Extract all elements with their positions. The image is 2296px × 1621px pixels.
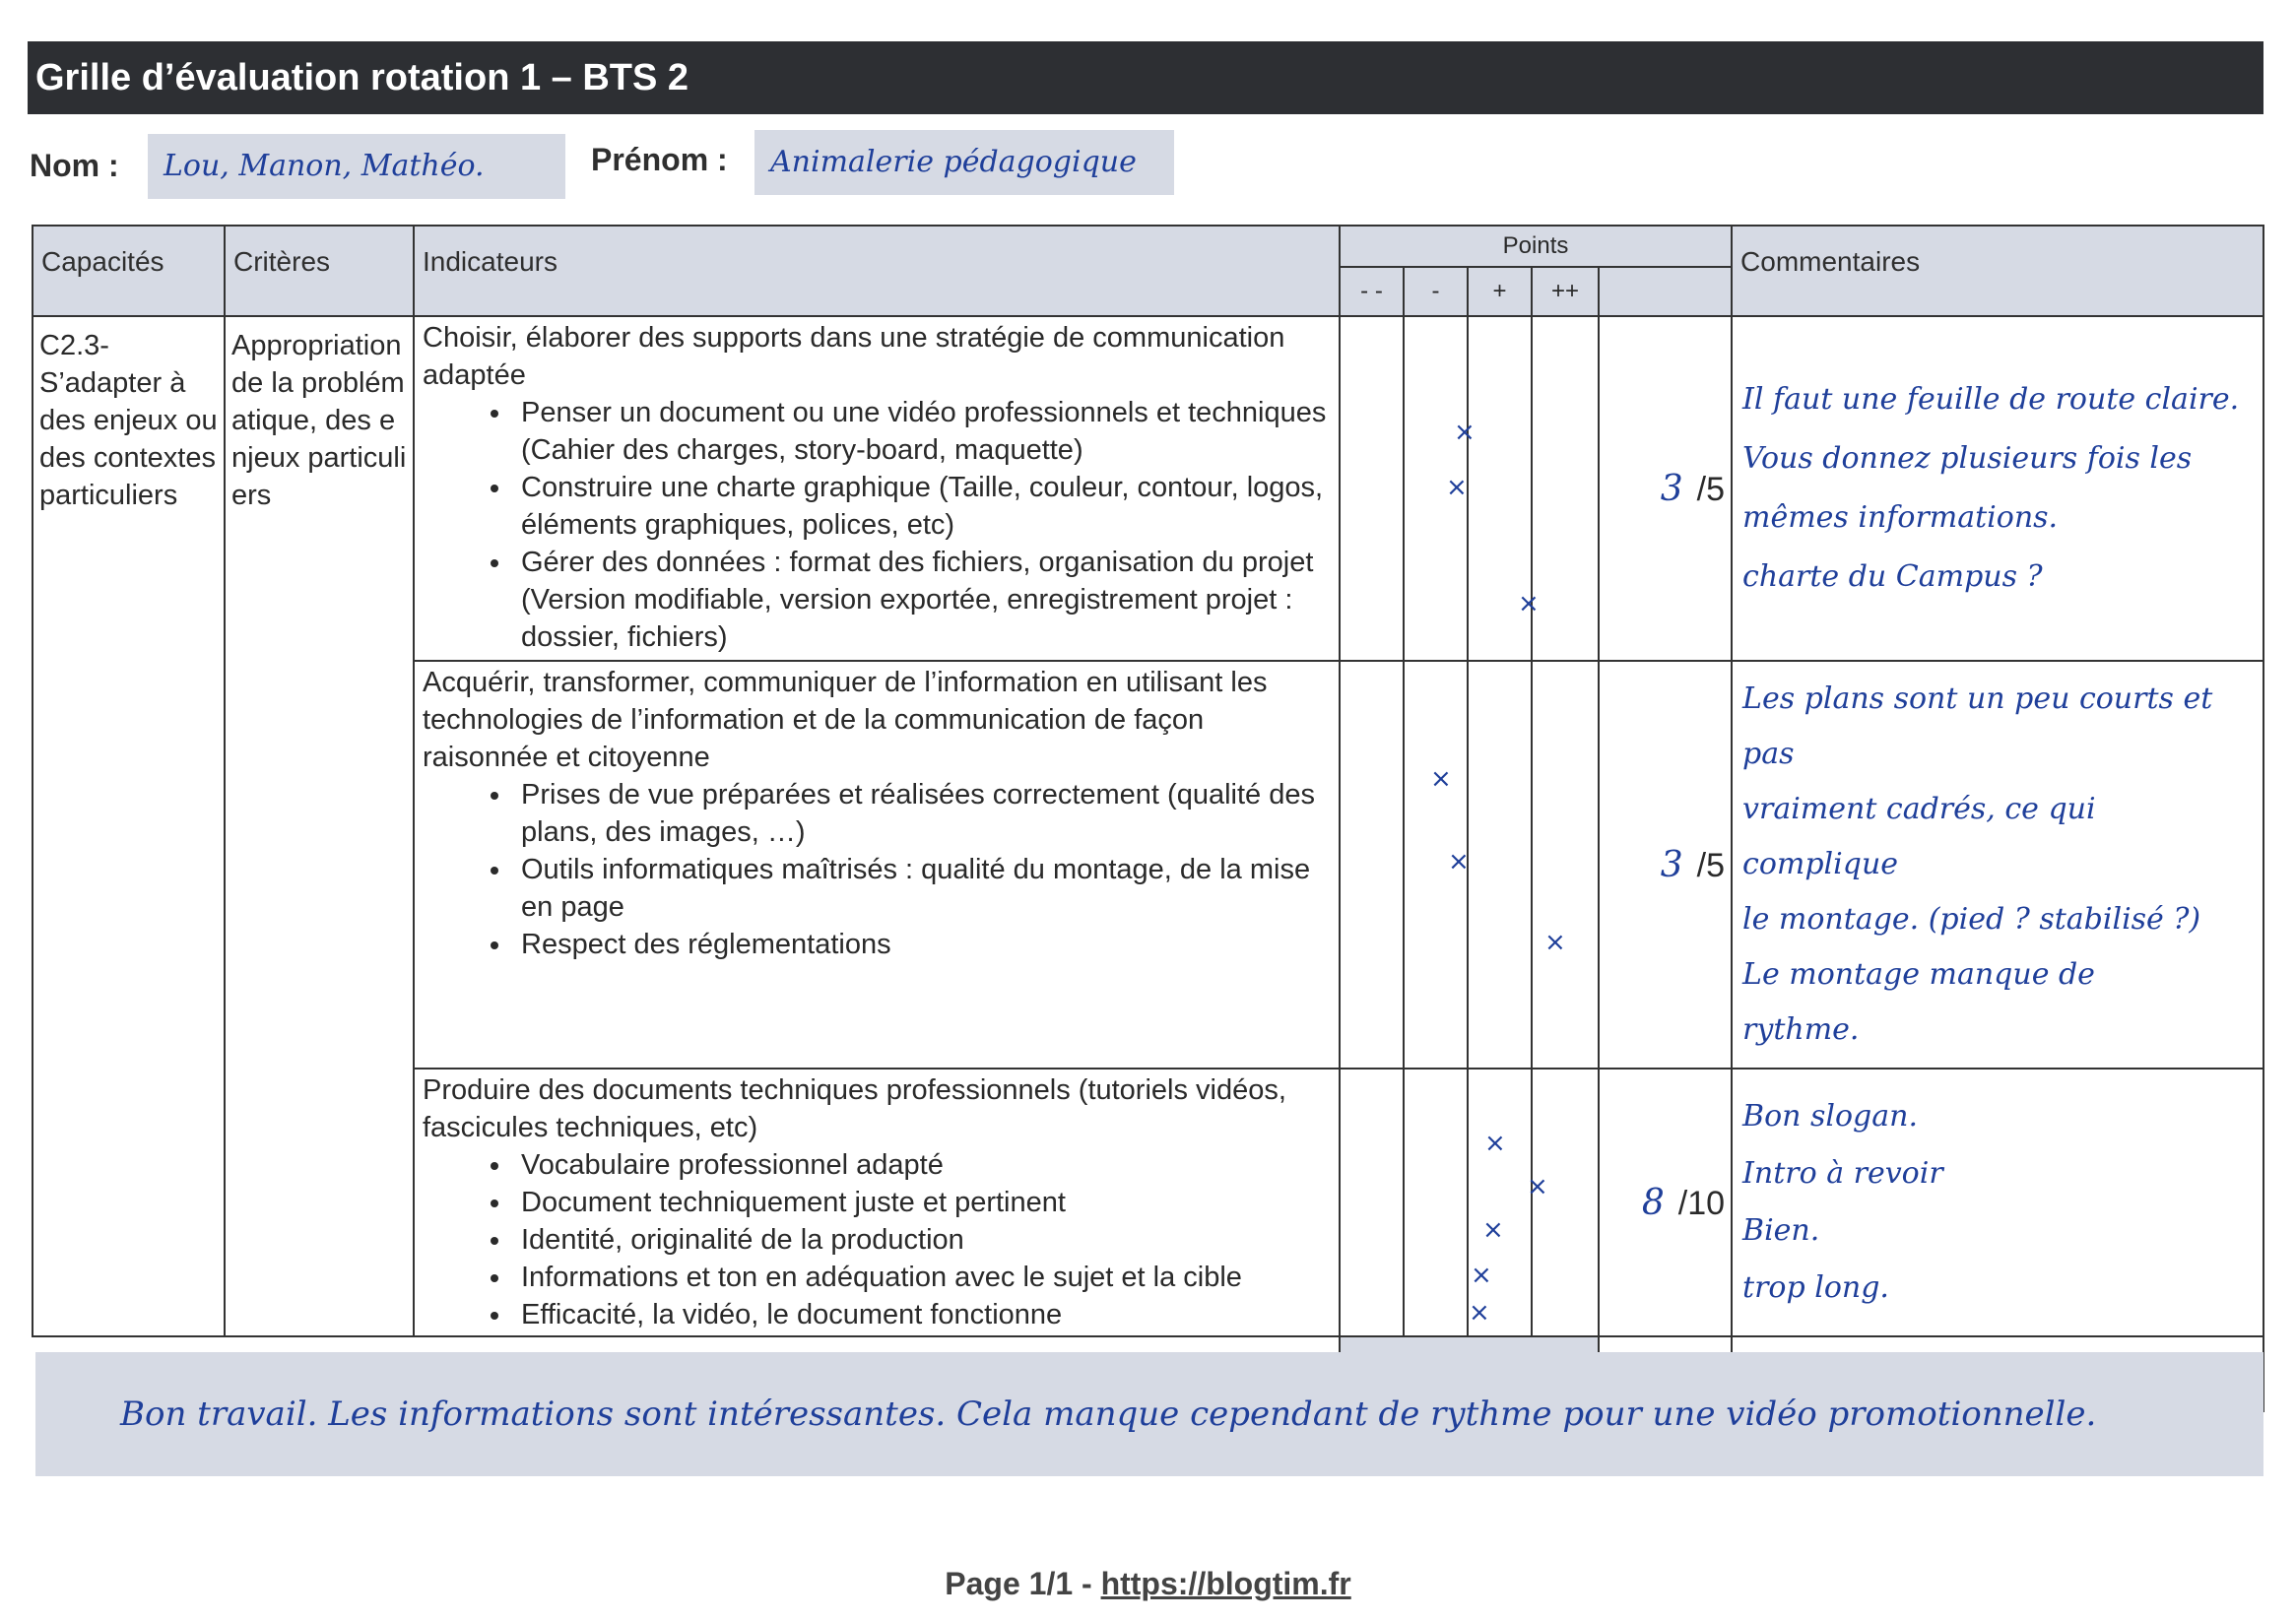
indicator-bullet: • Prises de vue préparées et réalisées correctement (qualité des plans, des images, …) <box>513 776 1331 851</box>
comment-line: charte du Campus ? <box>1742 559 2043 594</box>
cross-mark-icon: × <box>1430 764 1452 794</box>
cross-mark-icon: × <box>1448 847 1470 876</box>
comment-cell[interactable] <box>1732 1069 2263 1336</box>
score-max: /10 <box>1677 1184 1726 1222</box>
comment-line: vraiment cadrés, ce qui complique <box>1742 792 2096 881</box>
mark-cell[interactable] <box>1532 661 1599 1069</box>
score-cell <box>1599 316 1732 661</box>
comment-line: Intro à revoir <box>1742 1156 1943 1191</box>
header-commentaires: Commentaires <box>1732 226 2263 316</box>
critere-cell: Appropriation de la problématique, des enjeux particuliers <box>225 316 414 1336</box>
mark-cell[interactable] <box>1404 661 1468 1069</box>
header-indicateurs: Indicateurs <box>414 226 1340 316</box>
indicator-intro: Choisir, élaborer des supports dans une stratégie de communication adaptée <box>423 322 1285 391</box>
cross-mark-icon: × <box>1471 1261 1492 1290</box>
comment-line: le montage. (pied ? stabilisé ?) <box>1742 902 2201 937</box>
indicator-bullet: • Respect des réglementations <box>513 926 1331 963</box>
mark-cell[interactable] <box>1404 316 1476 661</box>
indicator-bullet: • Penser un document ou une vidéo professionnels et techniques (Cahier des charges, story-board, maquette) <box>513 394 1331 469</box>
cross-mark-icon: × <box>1454 418 1476 447</box>
cross-mark-icon: × <box>1544 928 1566 957</box>
indicator-bullet: • Document techniquement juste et pertinent <box>513 1184 1331 1221</box>
score-max: /5 <box>1696 470 1726 508</box>
page-number: Page 1/1 - <box>945 1566 1101 1601</box>
capacite-cell: C2.3- S’adapter à des enjeux ou des contextes particuliers <box>33 316 225 1336</box>
nom-label: Nom : <box>30 148 119 183</box>
indicator-bullet: • Construire une charte graphique (Taille, couleur, contour, logos, éléments graphiques, polices, etc) <box>513 469 1331 544</box>
indicator-intro: Produire des documents techniques professionnels (tutoriels vidéos, fascicules techniques, etc) <box>423 1074 1286 1143</box>
header-capacites: Capacités <box>33 226 225 316</box>
cross-mark-icon: × <box>1484 1129 1506 1158</box>
comment-line: rythme. <box>1742 1012 1860 1047</box>
indicator-bullet: • Gérer des données : format des fichiers, organisation du projet (Version modifiable, version exportée, enregistrement projet : dossier, fichiers) <box>513 544 1331 656</box>
score-value: 8 <box>1641 1182 1665 1223</box>
comment-line: trop long. <box>1742 1270 1889 1305</box>
footer-link[interactable]: https://blogtim.fr <box>1100 1566 1351 1601</box>
cross-mark-icon: × <box>1469 1298 1490 1328</box>
mark-cell[interactable] <box>1404 1069 1468 1336</box>
indicator-bullet: • Outils informatiques maîtrisés : qualité du montage, de la mise en page <box>513 851 1331 926</box>
mark-cell[interactable] <box>1340 316 1404 661</box>
level-score-header <box>1599 267 1732 316</box>
score-value: 3 <box>1660 468 1683 509</box>
header-criteres: Critères <box>225 226 414 316</box>
level-high: + <box>1468 267 1532 316</box>
comment-line: Vous donnez plusieurs fois les <box>1742 441 2193 476</box>
level-very-high: ++ <box>1532 267 1599 316</box>
comment-line: Le montage manque de <box>1742 957 2095 992</box>
indicator-row-2 <box>414 661 1340 1069</box>
mark-cell[interactable] <box>1527 1069 1599 1336</box>
score-cell <box>1599 661 1732 1069</box>
score-max: /5 <box>1696 846 1726 884</box>
score-cell <box>1599 1069 1732 1336</box>
comment-cell[interactable] <box>1732 316 2263 661</box>
comment-cell[interactable] <box>1732 661 2263 1069</box>
comment-line: Bien. <box>1742 1213 1820 1248</box>
indicator-row-1 <box>414 316 1340 661</box>
indicator-row-3 <box>414 1069 1340 1336</box>
indicator-bullet: • Identité, originalité de la production <box>513 1221 1331 1259</box>
nom-field[interactable]: Lou, Manon, Mathéo. <box>148 134 565 199</box>
comment-line: Bon slogan. <box>1742 1099 1918 1134</box>
cross-mark-icon: × <box>1482 1215 1504 1245</box>
indicator-bullet: • Efficacité, la vidéo, le document fonctionne <box>513 1296 1331 1333</box>
cross-mark-icon: × <box>1518 589 1540 618</box>
mark-cell[interactable] <box>1340 661 1404 1069</box>
evaluation-grid <box>32 225 2264 1412</box>
appreciation-field[interactable]: Bon travail. Les informations sont intéressantes. Cela manque cependant de rythme pour une vidéo promotionnelle. <box>35 1352 2263 1476</box>
mark-cell[interactable] <box>1468 316 1540 661</box>
page-title: Grille d’évaluation rotation 1 – BTS 2 <box>28 41 2263 114</box>
header-points: Points <box>1340 226 1732 267</box>
comment-line: Il faut une feuille de route claire. <box>1742 382 2240 417</box>
footer <box>0 1566 2296 1602</box>
indicator-bullet: • Vocabulaire professionnel adapté <box>513 1146 1331 1184</box>
level-very-low: - - <box>1340 267 1404 316</box>
indicator-bullet: • Informations et ton en adéquation avec le sujet et la cible <box>513 1259 1331 1296</box>
prenom-field[interactable]: Animalerie pédagogique <box>754 130 1174 195</box>
mark-cell[interactable] <box>1340 1069 1404 1336</box>
mark-cell[interactable] <box>1468 661 1532 1069</box>
cross-mark-icon: × <box>1446 473 1468 502</box>
mark-cell[interactable] <box>1468 1069 1532 1336</box>
mark-cell[interactable] <box>1532 316 1599 661</box>
comment-line: Les plans sont un peu courts et pas <box>1742 681 2213 771</box>
indicator-intro: Acquérir, transformer, communiquer de l’information en utilisant les technologies de l’information et de la communication de façon raisonnée et citoyenne <box>423 667 1268 773</box>
comment-line: mêmes informations. <box>1742 500 2059 535</box>
level-low: - <box>1404 267 1468 316</box>
prenom-label: Prénom : <box>591 142 728 177</box>
score-value: 3 <box>1660 844 1683 885</box>
cross-mark-icon: × <box>1527 1172 1548 1201</box>
